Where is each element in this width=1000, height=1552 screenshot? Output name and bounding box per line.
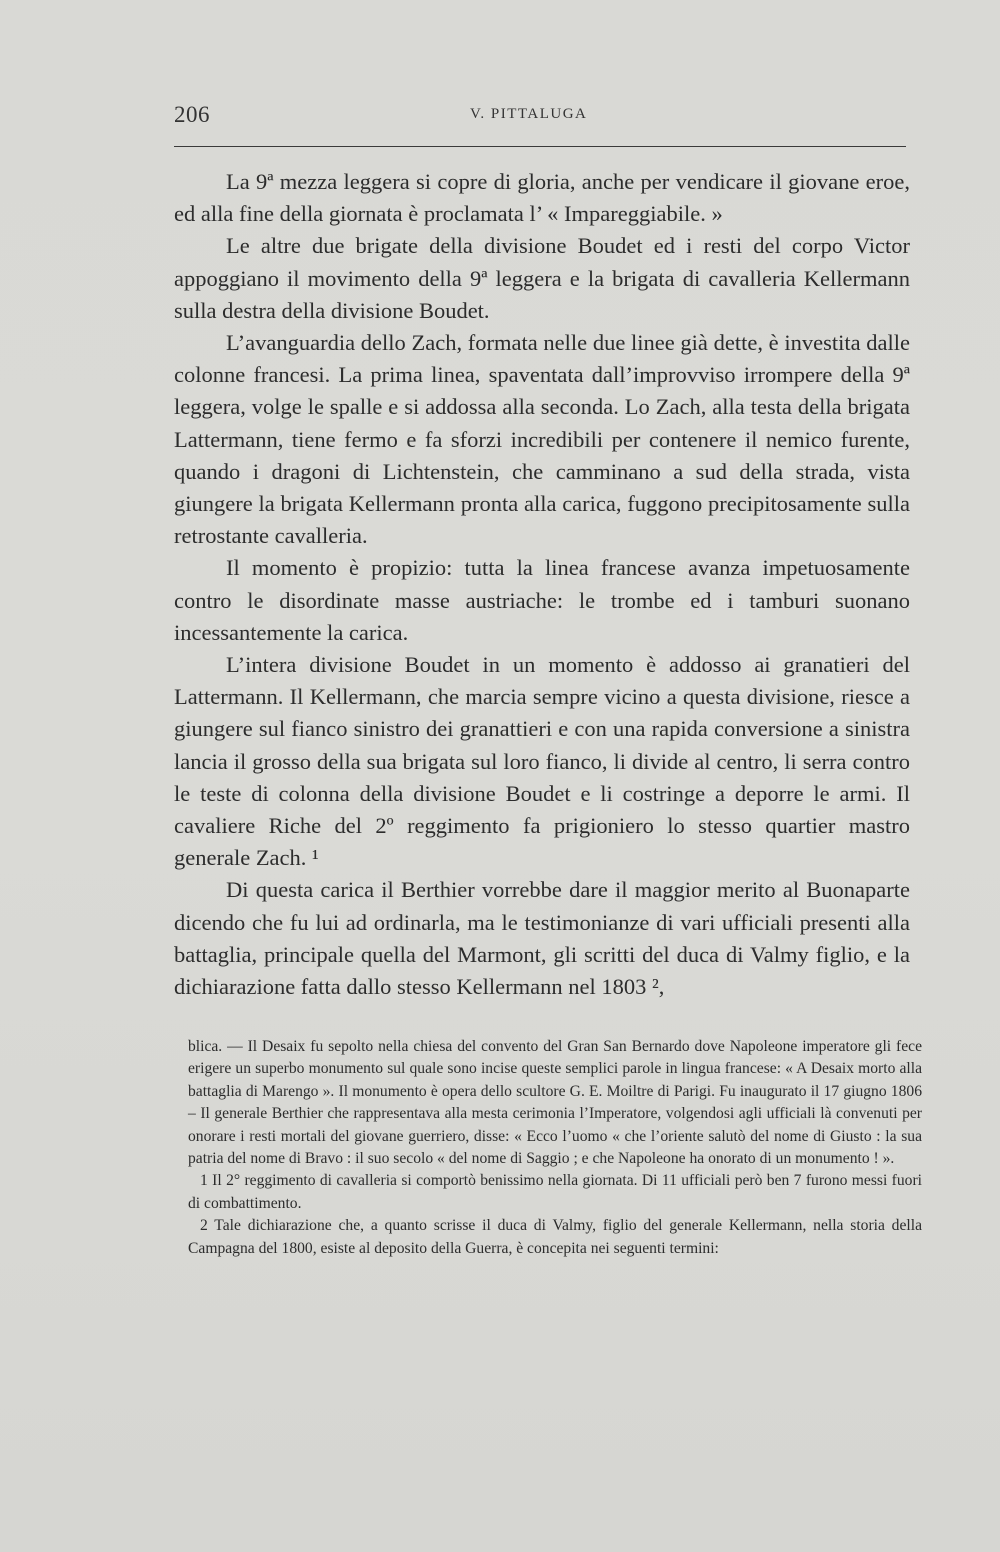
footnote-1: 1 Il 2° reggimento di cavalleria si comportò benissimo nella giornata. Di 11 ufficiali però ben 7 furono messi fuori di combattimento. <box>188 1172 922 1212</box>
running-head: V. PITTALUGA <box>470 106 588 122</box>
page-header <box>174 100 906 132</box>
header-rule <box>174 146 906 147</box>
page-number: 206 <box>174 102 210 127</box>
paragraph: Le altre due brigate della divisione Boudet ed i resti del corpo Victor appoggiano il movimento della 9ª leggera e la brigata di cavalleria Kellermann sulla destra della divisione Boudet. <box>174 233 910 323</box>
paragraph: L’intera divisione Boudet in un momento è addosso ai granatieri del Lattermann. Il Kellermann, che marcia sempre vicino a questa divisione, riesce a giungere sul fianco sinistro dei granattieri e con una rapida conversione a sinistra lancia il grosso della sua brigata sul loro fianco, li divide al centro, li serra contro le teste di colonna della divisione Boudet e li costringe a deporre le armi. Il cavaliere Riche del 2º reggimento fa prigioniero lo stesso quartier mastro generale Zach. ¹ <box>174 652 910 871</box>
paragraph: Di questa carica il Berthier vorrebbe dare il maggior merito al Buonaparte dicendo che fu lui ad ordinarla, ma le testimonianze di vari ufficiali presenti alla battaglia, principale quella del Marmont, gli scritti del duca di Valmy figlio, e la dichiarazione fatta dallo stesso Kellermann nel 1803 ², <box>174 877 910 1000</box>
footnotes <box>188 1036 922 1260</box>
paragraph: L’avanguardia dello Zach, formata nelle due linee già dette, è investita dalle colonne francesi. La prima linea, spaventata dall’improvviso irrompere della 9ª leggera, volge le spalle e si addossa alla seconda. Lo Zach, alla testa della brigata Lattermann, tiene fermo e fa sforzi incredibili per contenere il nemico furente, quando i dragoni di Lichtenstein, che camminano a sud della strada, vista giungere la brigata Kellermann pronta alla carica, fuggono precipitosamente sulla retrostante cavalleria. <box>174 330 910 549</box>
footnote-continuation: blica. — Il Desaix fu sepolto nella chiesa del convento del Gran San Bernardo dove Napoleone imperatore gli fece erigere un superbo monumento sul quale sono incise queste semplici parole in lingua francese: « A Desaix morto alla battaglia di Marengo ». Il monumento è opera dello scultore G. E. Moiltre di Parigi. Fu inaugurato il 17 giugno 1806 – Il generale Berthier che rappresentava alla mesta cerimonia l’Imperatore, volgendosi agli ufficiali là convenuti per onorare i resti mortali del giovane guerriero, disse: « Ecco l’uomo « che l’oriente salutò del nome di Giusto : la sua patria del nome di Bravo : il suo secolo « del nome di Saggio ; e che Napoleone ha onorato di un monumento ! ». <box>188 1038 922 1168</box>
paragraph: Il momento è propizio: tutta la linea francese avanza impetuosamente contro le disordinate masse austriache: le trombe ed i tamburi suonano incessantemente la carica. <box>174 555 910 645</box>
footnote-2: 2 Tale dichiarazione che, a quanto scrisse il duca di Valmy, figlio del generale Kellermann, nella storia della Campagna del 1800, esiste al deposito della Guerra, è concepita nei seguenti termini: <box>188 1217 922 1257</box>
paragraph: La 9ª mezza leggera si copre di gloria, anche per vendicare il giovane eroe, ed alla fine della giornata è proclamata l’ « Impareggiabile. » <box>174 169 910 227</box>
body-text <box>174 166 910 1003</box>
